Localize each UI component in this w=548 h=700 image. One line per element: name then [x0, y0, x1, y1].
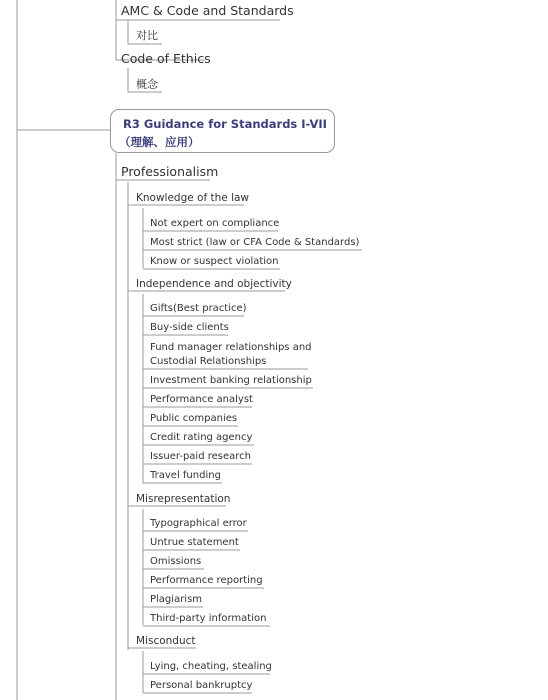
node-code-of-ethics[interactable]: Code of Ethics [121, 51, 211, 66]
leaf-third-party[interactable]: Third-party information [150, 613, 267, 624]
leaf-public-companies[interactable]: Public companies [150, 413, 238, 424]
topic-r3-guidance[interactable] [110, 109, 335, 153]
leaf-performance-reporting[interactable]: Performance reporting [150, 575, 263, 586]
leaf-untrue-statement[interactable]: Untrue statement [150, 537, 239, 548]
node-amc-comparison[interactable]: 对比 [136, 29, 158, 42]
node-misrepresentation[interactable]: Misrepresentation [136, 493, 231, 505]
leaf-gifts[interactable]: Gifts(Best practice) [150, 303, 247, 314]
leaf-issuer-paid[interactable]: Issuer-paid research [150, 451, 251, 462]
topic-title-line1: R3 Guidance for Standards I-VII [123, 117, 327, 131]
node-amc-code-standards[interactable]: AMC & Code and Standards [121, 3, 294, 18]
leaf-know-or-suspect[interactable]: Know or suspect violation [150, 256, 279, 267]
leaf-travel-funding[interactable]: Travel funding [150, 470, 221, 481]
leaf-lying-cheating[interactable]: Lying, cheating, stealing [150, 661, 272, 672]
leaf-fund-manager[interactable]: Fund manager relationships and [150, 342, 312, 353]
leaf-plagiarism[interactable]: Plagiarism [150, 594, 203, 605]
node-knowledge-of-law[interactable]: Knowledge of the law [136, 192, 250, 204]
leaf-most-strict[interactable]: Most strict (law or CFA Code & Standards) [150, 237, 360, 248]
leaf-typographical[interactable]: Typographical error [150, 518, 247, 529]
node-professionalism[interactable]: Professionalism [121, 164, 219, 179]
leaf-performance-analyst[interactable]: Performance analyst [150, 394, 253, 405]
leaf-credit-rating[interactable]: Credit rating agency [150, 432, 253, 443]
node-independence[interactable]: Independence and objectivity [136, 278, 292, 290]
topic-title-line2: （理解、应用） [119, 135, 200, 149]
leaf-custodial[interactable]: Custodial Relationships [150, 356, 267, 367]
node-misconduct[interactable]: Misconduct [136, 635, 196, 647]
leaf-not-expert[interactable]: Not expert on compliance [150, 218, 280, 229]
leaf-buy-side[interactable]: Buy-side clients [150, 322, 229, 333]
leaf-personal-bankruptcy[interactable]: Personal bankruptcy [150, 680, 253, 691]
node-ethics-concept[interactable]: 概念 [136, 78, 158, 91]
leaf-omissions[interactable]: Omissions [150, 556, 202, 567]
leaf-investment-banking[interactable]: Investment banking relationship [150, 375, 312, 386]
